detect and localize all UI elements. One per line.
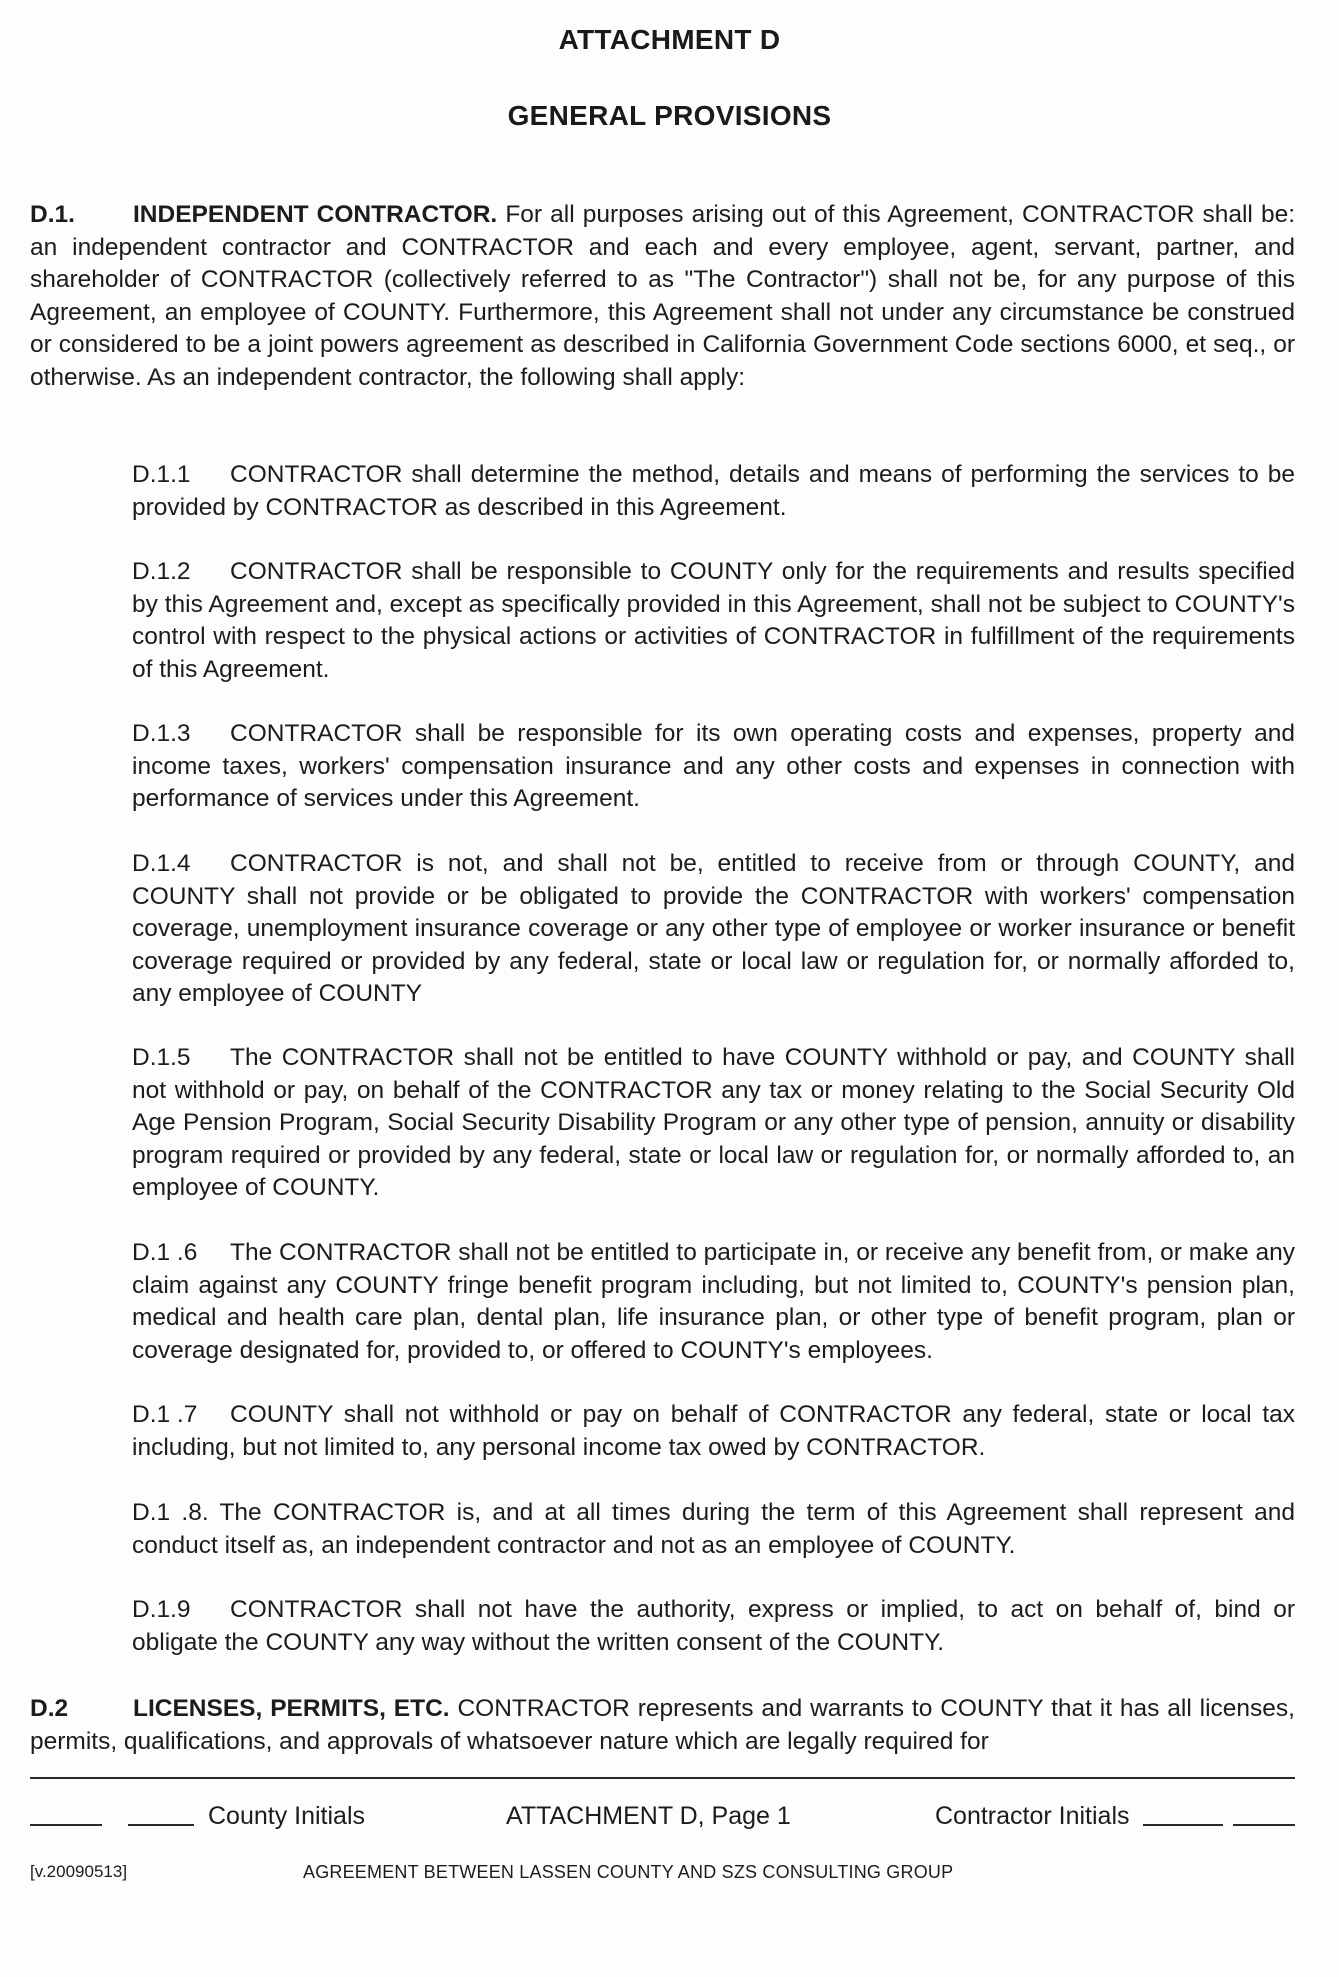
- section-text: For all purposes arising out of this Agreement, CONTRACTOR shall be: an independent contractor and CONTRACTOR and each and every employee, agent, servant, partner, and shareholder of CONTRACTOR (collectively referred to as "The Contractor") shall not be, for any purpose of this Agreement, an employee of COUNTY. Furthermore, this Agreement shall not under any circumstance be construed or considered to be a joint powers agreement as described in California Government Code sections 6000, et seq., or otherwise. As an independent contractor, the following shall apply:: [30, 201, 1296, 391]
- subsection-d1-1: [132, 459, 1295, 524]
- subsection-text: The CONTRACTOR shall not be entitled to participate in, or receive any benefit from, or make any claim against any COUNTY fringe benefit program including, but not limited to, COUNTY's pension plan, medical and health care plan, dental plan, life insurance plan, or other type of benefit program, plan or coverage designated for, provided to, or offered to COUNTY's employees.: [132, 1239, 1295, 1364]
- subsection-d1-6: [132, 1237, 1295, 1367]
- document-title: ATTACHMENT D: [558, 24, 781, 55]
- document-subtitle: GENERAL PROVISIONS: [507, 100, 832, 131]
- subsection-d1-7: [132, 1399, 1295, 1464]
- subsection-text: CONTRACTOR shall be responsible to COUNTY only for the requirements and results specified by this Agreement and, except as specifically provided in this Agreement, shall not be subject to COUNTY's control with respect to the physical actions or activities of CONTRACTOR in fulfillment of the requirements of this Agreement.: [132, 558, 1295, 683]
- subsection-text: CONTRACTOR shall determine the method, details and means of performing the services to be provided by CONTRACTOR as described in this Agreement.: [132, 461, 1295, 521]
- subsection-d1-9: [132, 1594, 1295, 1659]
- county-initials-blank-1[interactable]: [30, 1800, 102, 1834]
- subsection-text: The CONTRACTOR is, and at all times during the term of this Agreement shall represent and conduct itself as, an independent contractor and not as an employee of COUNTY.: [132, 1499, 1295, 1559]
- subsection-d1-5: [132, 1042, 1295, 1205]
- subsection-text: CONTRACTOR shall be responsible for its own operating costs and expenses, property and income taxes, workers' compensation insurance and any other costs and expenses in connection with performance of services under this Agreement.: [132, 720, 1295, 812]
- subsection-number: D.1 .6: [132, 1239, 198, 1266]
- subsection-number: D.1.4: [132, 850, 191, 877]
- section-d1: [30, 199, 1295, 394]
- contractor-initials-blank-1[interactable]: [1143, 1800, 1223, 1834]
- subsection-number: D.1.1: [132, 461, 191, 488]
- footer-divider: [30, 1777, 1295, 1779]
- subsection-number: D.1.3: [132, 720, 191, 747]
- section-d2: [30, 1693, 1295, 1758]
- county-initials-label: County Initials: [208, 1802, 366, 1830]
- subsection-text: COUNTY shall not withhold or pay on behalf of CONTRACTOR any federal, state or local tax including, but not limited to, any personal income tax owed by CONTRACTOR.: [132, 1401, 1295, 1461]
- subsection-number: D.1.5: [132, 1044, 191, 1071]
- contractor-initials-label: Contractor Initials: [935, 1802, 1130, 1830]
- county-initials-blank-2[interactable]: [128, 1800, 194, 1834]
- section-heading: LICENSES, PERMITS, ETC.: [133, 1695, 450, 1722]
- subsection-text: CONTRACTOR shall not have the authority, express or implied, to act on behalf of, bind or obligate the COUNTY any way without the written consent of the COUNTY.: [132, 1596, 1295, 1656]
- subsection-number: D.1.2: [132, 558, 191, 585]
- section-number: D.2: [30, 1695, 69, 1722]
- subsection-text: CONTRACTOR is not, and shall not be, entitled to receive from or through COUNTY, and COUNTY shall not provide or be obligated to provide the CONTRACTOR with workers' compensation coverage, unemployment insurance coverage or any other type of employee or worker insurance or benefit coverage required or provided by any federal, state or local law or regulation for, or normally afforded to, any employee of COUNTY: [132, 850, 1295, 1007]
- subsection-number: D.1.9: [132, 1596, 191, 1623]
- subsection-d1-2: [132, 556, 1295, 686]
- subsection-number: D.1 .8.: [132, 1499, 209, 1526]
- subsection-number: D.1 .7: [132, 1401, 198, 1428]
- agreement-label: AGREEMENT BETWEEN LASSEN COUNTY AND SZS CONSULTING GROUP: [303, 1862, 954, 1882]
- section-heading: INDEPENDENT CONTRACTOR.: [133, 201, 498, 228]
- subsection-d1-8: [132, 1497, 1295, 1562]
- version-label: [v.20090513]: [30, 1862, 128, 1881]
- section-number: D.1.: [30, 201, 75, 228]
- subsection-d1-3: [132, 718, 1295, 816]
- section-text: CONTRACTOR represents and warrants to COUNTY that it has all licenses, permits, qualifications, and approvals of whatsoever nature which are legally required for: [30, 1695, 1295, 1755]
- subsection-text: The CONTRACTOR shall not be entitled to have COUNTY withhold or pay, and COUNTY shall not withhold or pay, on behalf of the CONTRACTOR any tax or money relating to the Social Security Old Age Pension Program, Social Security Disability Program or any other type of pension, annuity or disability program required or provided by any federal, state or local law or regulation for, or normally afforded to, an employee of COUNTY.: [132, 1044, 1295, 1201]
- contractor-initials-blank-2[interactable]: [1233, 1800, 1295, 1834]
- subsection-d1-4: [132, 848, 1295, 1011]
- page-label: ATTACHMENT D, Page 1: [506, 1802, 791, 1830]
